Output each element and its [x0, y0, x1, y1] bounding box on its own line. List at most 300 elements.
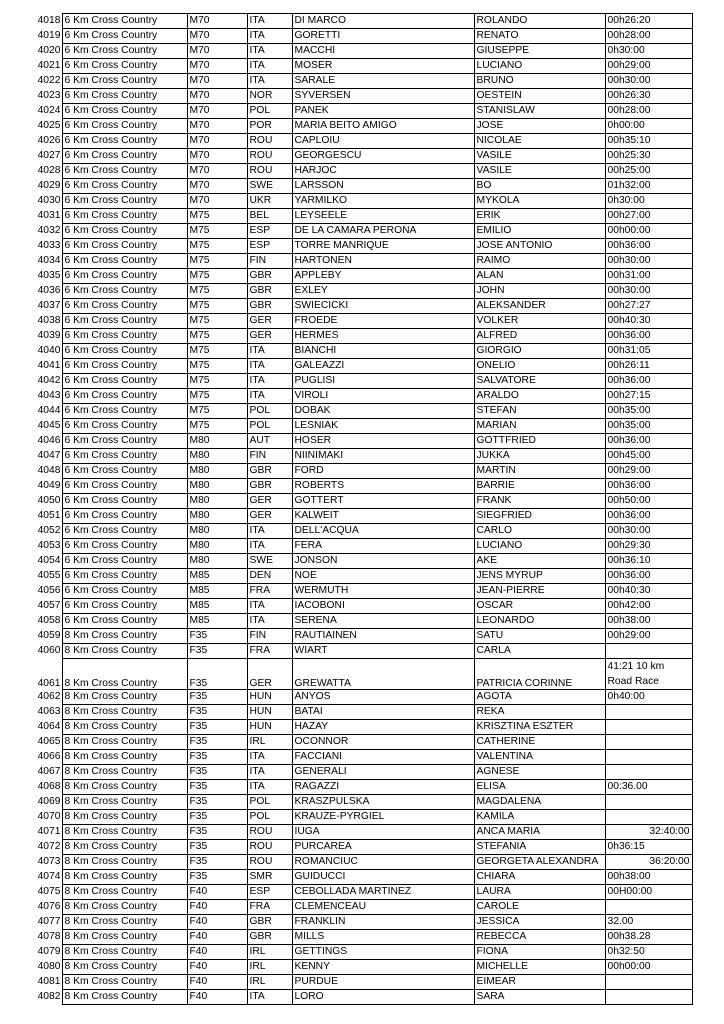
country-cell: POR [247, 119, 292, 134]
surname-cell: SYVERSEN [292, 89, 474, 104]
row-number-cell: 4039 [37, 329, 61, 341]
surname-cell: OCONNOR [292, 735, 474, 750]
table-row [30, 224, 692, 239]
first-name-cell: OESTEIN [474, 89, 605, 104]
table-row [30, 44, 692, 59]
entry-time-cell: 00h36:00 [605, 569, 692, 584]
first-name-cell: AGOTA [474, 690, 605, 705]
event-cell: 6 Km Cross Country [62, 179, 187, 194]
surname-cell: GALEAZZI [292, 359, 474, 374]
surname-cell: GENERALI [292, 765, 474, 780]
table-row [30, 404, 692, 419]
event-cell: 6 Km Cross Country [62, 89, 187, 104]
table-row [30, 134, 692, 149]
surname-cell: NOE [292, 569, 474, 584]
age-category-cell: M75 [187, 224, 247, 239]
first-name-cell: MARTIN [474, 464, 605, 479]
surname-cell: BATAI [292, 705, 474, 720]
event-cell: 8 Km Cross Country [62, 960, 187, 975]
entry-time-cell: 00h42:00 [605, 599, 692, 614]
country-cell: NOR [247, 89, 292, 104]
event-cell: 8 Km Cross Country [62, 900, 187, 915]
entry-time-cell: 00h30:00 [605, 284, 692, 299]
row-number-cell: 4027 [37, 149, 61, 161]
row-number-cell: 4040 [37, 344, 61, 356]
event-cell: 6 Km Cross Country [62, 14, 187, 29]
event-cell: 8 Km Cross Country [62, 855, 187, 870]
row-number-cell: 4067 [37, 765, 61, 777]
event-cell: 6 Km Cross Country [62, 254, 187, 269]
age-category-cell: F35 [187, 810, 247, 825]
table-row [30, 344, 692, 359]
event-cell: 6 Km Cross Country [62, 224, 187, 239]
entries-table [30, 13, 693, 1005]
entry-time-cell: 00h40:30 [605, 314, 692, 329]
entry-time-cell: 0h30:00 [605, 44, 692, 59]
row-number-cell: 4080 [37, 960, 61, 972]
row-number-cell: 4077 [37, 915, 61, 927]
country-cell: ITA [247, 374, 292, 389]
row-number-cell: 4076 [37, 900, 61, 912]
table-row [30, 254, 692, 269]
event-cell: 8 Km Cross Country [62, 720, 187, 735]
country-cell: GBR [247, 479, 292, 494]
row-number-cell: 4058 [37, 614, 61, 626]
event-cell: 8 Km Cross Country [62, 705, 187, 720]
entry-time-cell [605, 644, 692, 659]
table-row [30, 509, 692, 524]
country-cell: ITA [247, 59, 292, 74]
table-row [30, 735, 692, 750]
row-number-cell: 4051 [37, 509, 61, 521]
entries-table-body [30, 14, 692, 1005]
first-name-cell: JESSICA [474, 915, 605, 930]
first-name-cell: FIONA [474, 945, 605, 960]
country-cell: GER [247, 329, 292, 344]
row-number-cell: 4060 [37, 644, 61, 656]
age-category-cell: F35 [187, 629, 247, 644]
country-cell: IRL [247, 975, 292, 990]
age-category-cell: M75 [187, 359, 247, 374]
event-cell: 6 Km Cross Country [62, 599, 187, 614]
surname-cell: MACCHI [292, 44, 474, 59]
surname-cell: LARSSON [292, 179, 474, 194]
first-name-cell: OSCAR [474, 599, 605, 614]
first-name-cell: CHIARA [474, 870, 605, 885]
entry-time-cell: 00h00:00 [605, 224, 692, 239]
table-row [30, 825, 692, 840]
row-number-cell: 4066 [37, 750, 61, 762]
age-category-cell: F35 [187, 870, 247, 885]
country-cell: IRL [247, 945, 292, 960]
entry-time-cell: 41:21 10 km Road Race [605, 659, 692, 690]
table-row [30, 269, 692, 284]
country-cell: ITA [247, 389, 292, 404]
surname-cell: DI MARCO [292, 14, 474, 29]
row-number-cell: 4021 [37, 59, 61, 71]
age-category-cell: F35 [187, 720, 247, 735]
country-cell: GBR [247, 930, 292, 945]
first-name-cell: AGNESE [474, 765, 605, 780]
table-row [30, 194, 692, 209]
age-category-cell: F40 [187, 900, 247, 915]
surname-cell: LORO [292, 990, 474, 1005]
event-cell: 8 Km Cross Country [62, 810, 187, 825]
first-name-cell: ANCA MARIA [474, 825, 605, 840]
row-number-cell: 4032 [37, 224, 61, 236]
country-cell: ROU [247, 134, 292, 149]
country-cell: ITA [247, 780, 292, 795]
first-name-cell: MARIAN [474, 419, 605, 434]
row-number-cell: 4033 [37, 239, 61, 251]
row-number-cell: 4047 [37, 449, 61, 461]
first-name-cell: CAROLE [474, 900, 605, 915]
country-cell: GBR [247, 299, 292, 314]
age-category-cell: M80 [187, 554, 247, 569]
country-cell: SMR [247, 870, 292, 885]
row-number-cell: 4023 [37, 89, 61, 101]
table-row [30, 524, 692, 539]
event-cell: 6 Km Cross Country [62, 614, 187, 629]
table-row [30, 599, 692, 614]
row-number-cell: 4030 [37, 194, 61, 206]
age-category-cell: F35 [187, 795, 247, 810]
age-category-cell: M75 [187, 209, 247, 224]
age-category-cell: M85 [187, 584, 247, 599]
entry-time-cell: 00h25:00 [605, 164, 692, 179]
table-row [30, 870, 692, 885]
entry-time-cell: 00h30:00 [605, 254, 692, 269]
entry-time-cell: 00h28:00 [605, 104, 692, 119]
row-number-cell: 4044 [37, 404, 61, 416]
row-number-cell: 4059 [37, 629, 61, 641]
event-cell: 6 Km Cross Country [62, 449, 187, 464]
first-name-cell: EMILIO [474, 224, 605, 239]
country-cell: FRA [247, 584, 292, 599]
table-row [30, 449, 692, 464]
country-cell: HUN [247, 690, 292, 705]
table-row [30, 840, 692, 855]
surname-cell: RAGAZZI [292, 780, 474, 795]
table-row [30, 705, 692, 720]
entry-time-cell: 00h50:00 [605, 494, 692, 509]
entry-time-cell [605, 810, 692, 825]
entry-time-cell: 00h38:00 [605, 870, 692, 885]
entry-time-cell: 00h36:00 [605, 434, 692, 449]
row-number-cell: 4063 [37, 705, 61, 717]
event-cell: 8 Km Cross Country [62, 870, 187, 885]
country-cell: ITA [247, 765, 292, 780]
country-cell: ITA [247, 359, 292, 374]
table-row [30, 479, 692, 494]
surname-cell: PANEK [292, 104, 474, 119]
age-category-cell: F35 [187, 825, 247, 840]
age-category-cell: M70 [187, 119, 247, 134]
age-category-cell: F35 [187, 735, 247, 750]
surname-cell: KALWEIT [292, 509, 474, 524]
first-name-cell: SATU [474, 629, 605, 644]
table-row [30, 569, 692, 584]
table-row [30, 960, 692, 975]
age-category-cell: M75 [187, 254, 247, 269]
entry-time-cell [605, 720, 692, 735]
entry-time-cell: 00h35:10 [605, 134, 692, 149]
country-cell: AUT [247, 434, 292, 449]
age-category-cell: F40 [187, 945, 247, 960]
age-category-cell: M85 [187, 614, 247, 629]
surname-cell: BIANCHI [292, 344, 474, 359]
first-name-cell: ALAN [474, 269, 605, 284]
country-cell: FRA [247, 900, 292, 915]
country-cell: POL [247, 810, 292, 825]
entry-time-cell: 00h29:00 [605, 629, 692, 644]
row-number-cell: 4036 [37, 284, 61, 296]
age-category-cell: F35 [187, 690, 247, 705]
first-name-cell: GOTTFRIED [474, 434, 605, 449]
age-category-cell: M75 [187, 419, 247, 434]
event-cell: 6 Km Cross Country [62, 479, 187, 494]
surname-cell: DE LA CAMARA PERONA [292, 224, 474, 239]
event-cell: 6 Km Cross Country [62, 74, 187, 89]
entry-time-cell: 36:20:00 [605, 855, 692, 870]
age-category-cell: M70 [187, 134, 247, 149]
entry-time-cell: 00h28:00 [605, 29, 692, 44]
event-cell: 6 Km Cross Country [62, 314, 187, 329]
event-cell: 8 Km Cross Country [62, 840, 187, 855]
table-row [30, 314, 692, 329]
surname-cell: GOTTERT [292, 494, 474, 509]
country-cell: ITA [247, 750, 292, 765]
surname-cell: FROEDE [292, 314, 474, 329]
row-number-cell: 4070 [37, 810, 61, 822]
country-cell: SWE [247, 554, 292, 569]
first-name-cell: VOLKER [474, 314, 605, 329]
country-cell: UKR [247, 194, 292, 209]
event-cell: 6 Km Cross Country [62, 554, 187, 569]
table-row [30, 239, 692, 254]
event-cell: 8 Km Cross Country [62, 750, 187, 765]
surname-cell: MARIA BEITO AMIGO [292, 119, 474, 134]
country-cell: GER [247, 659, 292, 690]
entry-time-cell: 00h36:00 [605, 374, 692, 389]
event-cell: 8 Km Cross Country [62, 644, 187, 659]
row-number-cell: 4071 [37, 825, 61, 837]
age-category-cell: M70 [187, 59, 247, 74]
event-cell: 6 Km Cross Country [62, 134, 187, 149]
event-cell: 8 Km Cross Country [62, 915, 187, 930]
event-cell: 6 Km Cross Country [62, 434, 187, 449]
age-category-cell: M75 [187, 284, 247, 299]
event-cell: 6 Km Cross Country [62, 119, 187, 134]
entry-time-cell: 00h31:00 [605, 269, 692, 284]
surname-cell: APPLEBY [292, 269, 474, 284]
entry-time-cell: 00h29:30 [605, 539, 692, 554]
event-cell: 6 Km Cross Country [62, 59, 187, 74]
first-name-cell: LUCIANO [474, 59, 605, 74]
entry-time-cell: 00h35:00 [605, 419, 692, 434]
first-name-cell: ARALDO [474, 389, 605, 404]
row-number-cell: 4053 [37, 539, 61, 551]
surname-cell: MILLS [292, 930, 474, 945]
first-name-cell: RAIMO [474, 254, 605, 269]
table-row [30, 284, 692, 299]
country-cell: GBR [247, 915, 292, 930]
surname-cell: HERMES [292, 329, 474, 344]
first-name-cell: SIEGFRIED [474, 509, 605, 524]
table-row [30, 74, 692, 89]
surname-cell: LESNIAK [292, 419, 474, 434]
age-category-cell: M75 [187, 389, 247, 404]
surname-cell: FACCIANI [292, 750, 474, 765]
entry-time-cell: 00h36:00 [605, 509, 692, 524]
country-cell: ROU [247, 164, 292, 179]
first-name-cell: BO [474, 179, 605, 194]
country-cell: POL [247, 404, 292, 419]
first-name-cell: JEAN-PIERRE [474, 584, 605, 599]
age-category-cell: M80 [187, 509, 247, 524]
row-number-cell: 4072 [37, 840, 61, 852]
table-row [30, 149, 692, 164]
row-number-cell: 4065 [37, 735, 61, 747]
first-name-cell: REBECCA [474, 930, 605, 945]
table-row [30, 750, 692, 765]
surname-cell: SARALE [292, 74, 474, 89]
first-name-cell: STEFANIA [474, 840, 605, 855]
row-number-cell: 4054 [37, 554, 61, 566]
event-cell: 6 Km Cross Country [62, 374, 187, 389]
age-category-cell: M80 [187, 524, 247, 539]
row-number-cell: 4061 [37, 678, 61, 690]
country-cell: FIN [247, 254, 292, 269]
surname-cell: CEBOLLADA MARTINEZ [292, 885, 474, 900]
surname-cell: SERENA [292, 614, 474, 629]
table-row [30, 990, 692, 1005]
age-category-cell: M70 [187, 179, 247, 194]
first-name-cell: PATRICIA CORINNE [474, 659, 605, 690]
event-cell: 8 Km Cross Country [62, 795, 187, 810]
surname-cell: HAZAY [292, 720, 474, 735]
row-number-cell: 4029 [37, 179, 61, 191]
entry-time-cell: 0h32:50 [605, 945, 692, 960]
surname-cell: PURDUE [292, 975, 474, 990]
event-cell: 6 Km Cross Country [62, 29, 187, 44]
country-cell: IRL [247, 735, 292, 750]
row-number-cell: 4034 [37, 254, 61, 266]
country-cell: GBR [247, 464, 292, 479]
first-name-cell: JOSE ANTONIO [474, 239, 605, 254]
age-category-cell: M70 [187, 29, 247, 44]
event-cell: 8 Km Cross Country [62, 765, 187, 780]
age-category-cell: M75 [187, 314, 247, 329]
country-cell: POL [247, 104, 292, 119]
entry-time-cell: 0h30:00 [605, 194, 692, 209]
first-name-cell: ROLANDO [474, 14, 605, 29]
surname-cell: YARMILKO [292, 194, 474, 209]
entry-time-cell: 00h29:00 [605, 59, 692, 74]
surname-cell: KRASZPULSKA [292, 795, 474, 810]
age-category-cell: M75 [187, 374, 247, 389]
row-number-cell: 4062 [37, 690, 61, 702]
event-cell: 6 Km Cross Country [62, 44, 187, 59]
country-cell: POL [247, 795, 292, 810]
table-row [30, 930, 692, 945]
age-category-cell: M70 [187, 14, 247, 29]
age-category-cell: M75 [187, 329, 247, 344]
entry-time-cell: 32:40:00 [605, 825, 692, 840]
surname-cell: ROMANCIUC [292, 855, 474, 870]
surname-cell: EXLEY [292, 284, 474, 299]
surname-cell: SWIECICKI [292, 299, 474, 314]
event-cell: 6 Km Cross Country [62, 419, 187, 434]
surname-cell: VIROLI [292, 389, 474, 404]
event-cell: 6 Km Cross Country [62, 569, 187, 584]
country-cell: ESP [247, 224, 292, 239]
row-number-cell: 4048 [37, 464, 61, 476]
entry-time-cell [605, 705, 692, 720]
first-name-cell: ELISA [474, 780, 605, 795]
age-category-cell: M70 [187, 149, 247, 164]
first-name-cell: ONELIO [474, 359, 605, 374]
country-cell: POL [247, 419, 292, 434]
event-cell: 6 Km Cross Country [62, 539, 187, 554]
table-row [30, 855, 692, 870]
first-name-cell: ALEKSANDER [474, 299, 605, 314]
table-row [30, 59, 692, 74]
event-cell: 6 Km Cross Country [62, 404, 187, 419]
age-category-cell: F40 [187, 975, 247, 990]
event-cell: 6 Km Cross Country [62, 149, 187, 164]
row-number-cell: 4079 [37, 945, 61, 957]
first-name-cell: CATHERINE [474, 735, 605, 750]
event-cell: 8 Km Cross Country [62, 690, 187, 705]
first-name-cell: BRUNO [474, 74, 605, 89]
table-row [30, 780, 692, 795]
country-cell: ITA [247, 344, 292, 359]
entry-time-cell: 00h26:20 [605, 14, 692, 29]
entry-time-cell: 00h27:15 [605, 389, 692, 404]
surname-cell: RAUTIAINEN [292, 629, 474, 644]
row-number-cell: 4049 [37, 479, 61, 491]
entry-time-cell: 00:36.00 [605, 780, 692, 795]
age-category-cell: F35 [187, 765, 247, 780]
event-cell: 6 Km Cross Country [62, 164, 187, 179]
age-category-cell: M85 [187, 599, 247, 614]
table-row [30, 374, 692, 389]
age-category-cell: M75 [187, 269, 247, 284]
event-cell: 6 Km Cross Country [62, 284, 187, 299]
age-category-cell: F35 [187, 780, 247, 795]
row-number-cell: 4026 [37, 134, 61, 146]
surname-cell: GREWATTA [292, 659, 474, 690]
first-name-cell: LUCIANO [474, 539, 605, 554]
surname-cell: KENNY [292, 960, 474, 975]
row-number-cell: 4031 [37, 209, 61, 221]
row-number-cell: 4081 [37, 975, 61, 987]
entry-time-cell: 01h32:00 [605, 179, 692, 194]
age-category-cell: M80 [187, 434, 247, 449]
first-name-cell: JOHN [474, 284, 605, 299]
country-cell: ESP [247, 885, 292, 900]
country-cell: FIN [247, 629, 292, 644]
entry-time-cell: 00h25:30 [605, 149, 692, 164]
row-number-cell: 4025 [37, 119, 61, 131]
surname-cell: PURCAREA [292, 840, 474, 855]
age-category-cell: M85 [187, 569, 247, 584]
entry-time-cell: 00h35:00 [605, 404, 692, 419]
table-row [30, 975, 692, 990]
table-row [30, 209, 692, 224]
country-cell: SWE [247, 179, 292, 194]
